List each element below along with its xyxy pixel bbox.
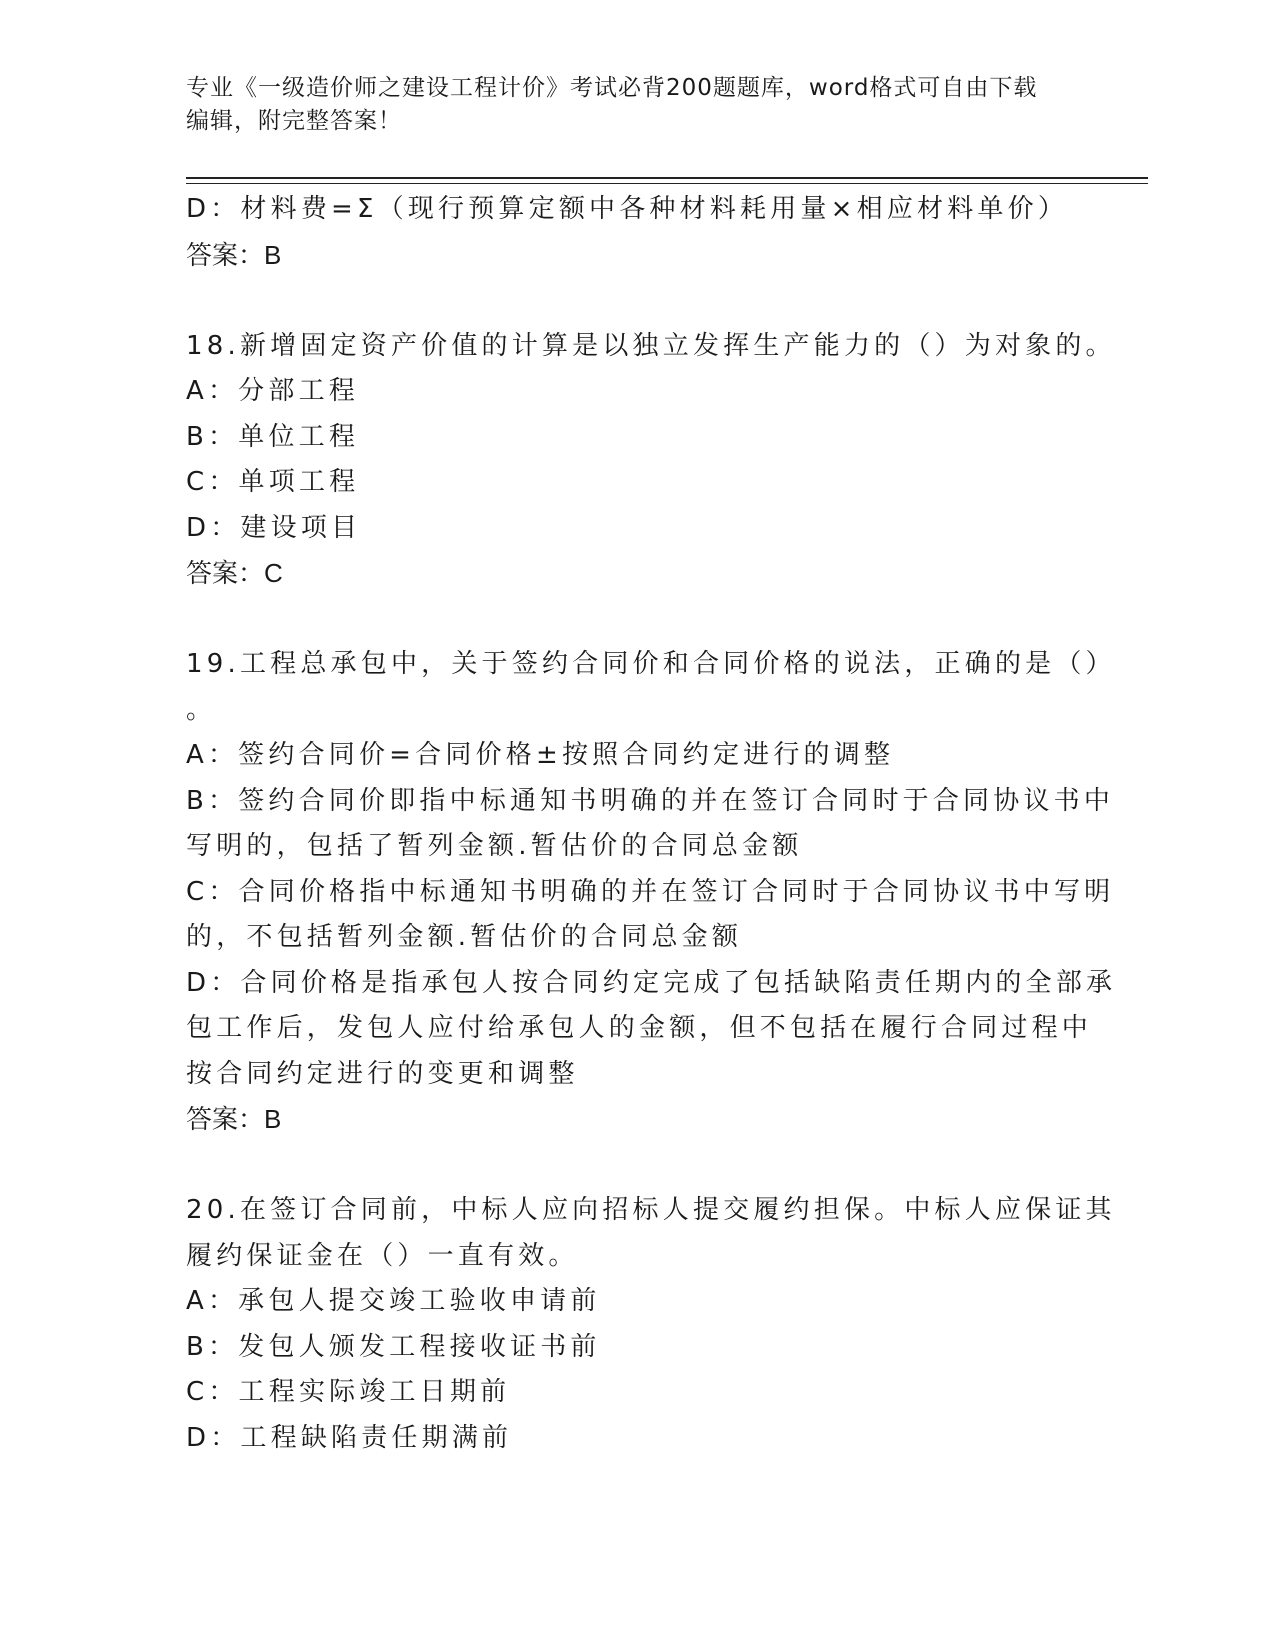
q18-option-d: D：建设项目 [186,512,362,543]
q19-stem-1: 19.工程总承包中，关于签约合同价和合同价格的说法，正确的是（） [186,649,1116,679]
q20-option-d: D：工程缺陷责任期满前 [186,1422,513,1453]
q20-stem-1: 20.在签订合同前，中标人应向招标人提交履约担保。中标人应保证其 [186,1195,1116,1225]
q20-option-b: B：发包人颁发工程接收证书前 [186,1331,601,1362]
q20-option-a: A：承包人提交竣工验收申请前 [186,1286,601,1316]
q20-option-c: C：工程实际竣工日期前 [186,1377,511,1407]
q18-stem: 18.新增固定资产价值的计算是以独立发挥生产能力的（）为对象的。 [186,330,1116,361]
question-19 [186,642,1117,1143]
spacer [186,597,1086,643]
header-rule-thin [186,183,1148,184]
header-line-2: 编辑，附完整答案！ [186,108,402,134]
header-line-1: 专业《一级造价师之建设工程计价》考试必背200题题库，word格式可自由下载 [186,75,1038,101]
q19-option-b-2: 写明的，包括了暂列金额.暂估价的合同总金额 [186,831,803,861]
q18-option-c: C：单项工程 [186,467,360,497]
q18-option-b: B：单位工程 [186,421,360,452]
q19-option-c-2: 的，不包括暂列金额.暂估价的合同总金额 [186,922,743,952]
q19-stem-2: 。 [186,694,217,725]
header-rule-thick [186,177,1148,179]
q19-option-d-1: D：合同价格是指承包人按合同约定完成了包括缺陷责任期内的全部承 [186,967,1117,998]
spacer [186,1143,1086,1189]
spacer [186,278,1086,324]
q19-option-c-1: C：合同价格指中标通知书明确的并在签订合同时于合同协议书中写明 [186,876,1115,907]
question-18 [186,324,1116,597]
q20-stem-2: 履约保证金在（）一直有效。 [186,1240,579,1271]
q19-option-d-3: 按合同约定进行的变更和调整 [186,1058,579,1089]
q18-option-a: A：分部工程 [186,376,359,406]
q18-answer: 答案：C [186,558,283,588]
q19-option-d-2: 包工作后，发包人应付给承包人的金额，但不包括在履行合同过程中 [186,1013,1093,1043]
q19-answer: 答案：B [186,1104,282,1134]
q19-option-a: A：签约合同价=合同价格±按照合同约定进行的调整 [186,740,895,770]
question-20 [186,1188,1116,1461]
document-body [186,187,1117,1461]
q19-option-b-1: B：签约合同价即指中标通知书明确的并在签订合同时于合同协议书中 [186,785,1115,816]
prev-answer: 答案：B [186,239,282,270]
document-header [186,72,1066,138]
prev-option-d: D：材料费=Σ（现行预算定额中各种材料耗用量×相应材料单价） [186,194,1069,224]
